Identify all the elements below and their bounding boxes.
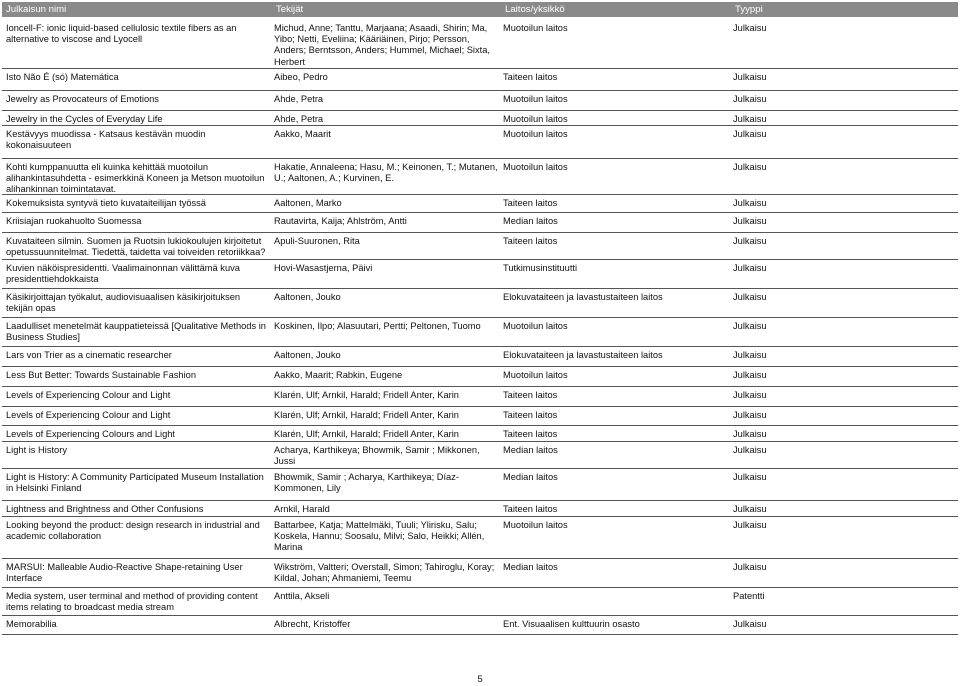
cell-type: Patentti	[733, 591, 765, 601]
cell-unit: Median laitos	[503, 562, 558, 572]
cell-unit: Median laitos	[503, 216, 558, 226]
cell-unit: Elokuvataiteen ja lavastustaiteen laitos	[503, 292, 663, 302]
cell-type: Julkaisu	[733, 198, 767, 208]
table-row	[2, 69, 958, 91]
cell-type: Julkaisu	[733, 445, 767, 455]
cell-title: Memorabilia	[6, 619, 57, 629]
cell-authors: Aaltonen, Marko	[274, 198, 342, 208]
table-row	[2, 289, 958, 318]
table-row	[2, 469, 958, 501]
table-row	[2, 213, 958, 233]
cell-authors: Koskinen, Ilpo; Alasuutari, Pertti; Peltonen, Tuomo	[274, 321, 481, 331]
cell-title: Light is History: A Community Participated Museum Installation in Helsinki Finland	[6, 472, 264, 494]
cell-unit: Muotoilun laitos	[503, 23, 568, 33]
cell-type: Julkaisu	[733, 619, 767, 629]
cell-unit: Taiteen laitos	[503, 390, 558, 400]
table-header	[2, 2, 958, 17]
cell-title: Jewelry in the Cycles of Everyday Life	[6, 114, 163, 124]
table-row	[2, 91, 958, 111]
cell-authors: Aaltonen, Jouko	[274, 292, 341, 302]
table-row	[2, 318, 958, 347]
cell-authors: Aaltonen, Jouko	[274, 350, 341, 360]
cell-type: Julkaisu	[733, 162, 767, 172]
table-row	[2, 559, 958, 588]
cell-unit: Tutkimusinstituutti	[503, 263, 578, 273]
cell-authors: Hovi-Wasastjerna, Päivi	[274, 263, 373, 273]
cell-title: Less But Better: Towards Sustainable Fashion	[6, 370, 197, 380]
column-header-title: Julkaisun nimi	[6, 4, 67, 15]
cell-title: Light is History	[6, 445, 67, 455]
cell-authors: Aakko, Maarit	[274, 129, 331, 139]
cell-type: Julkaisu	[733, 129, 767, 139]
cell-type: Julkaisu	[733, 410, 767, 420]
cell-unit: Taiteen laitos	[503, 504, 558, 514]
cell-unit: Taiteen laitos	[503, 429, 558, 439]
cell-title: Jewelry as Provocateurs of Emotions	[6, 94, 159, 104]
cell-unit: Muotoilun laitos	[503, 129, 568, 139]
cell-authors: Anttila, Akseli	[274, 591, 330, 601]
cell-type: Julkaisu	[733, 504, 767, 514]
table-row	[2, 588, 958, 616]
cell-type: Julkaisu	[733, 216, 767, 226]
cell-title: Laadulliset menetelmät kauppatieteissä [Qualitative Methods in Business Studies]	[6, 321, 266, 343]
cell-title: Ioncell-F: ionic liquid-based cellulosic textile fibers as an alternative to viscose and Lyocell	[6, 23, 237, 45]
cell-unit: Muotoilun laitos	[503, 321, 568, 331]
cell-type: Julkaisu	[733, 520, 767, 530]
cell-authors: Michud, Anne; Tanttu, Marjaana; Asaadi, Shirin; Ma, Yibo; Netti, Eveliina; Kääriäinen, Pirjo; Persson, Anders; Berntsson, Anders; Hummel, Michael; Sixta, Herbert	[274, 23, 490, 67]
table-row	[2, 442, 958, 469]
table-row	[2, 387, 958, 407]
cell-unit: Taiteen laitos	[503, 236, 558, 246]
cell-title: MARSUI: Malleable Audio-Reactive Shape-retaining User Interface	[6, 562, 243, 584]
cell-authors: Apuli-Suuronen, Rita	[274, 236, 360, 246]
table-row	[2, 517, 958, 559]
column-header-unit: Laitos/yksikkö	[505, 4, 565, 15]
cell-authors: Klarén, Ulf; Arnkil, Harald; Fridell Anter, Karin	[274, 429, 459, 439]
cell-type: Julkaisu	[733, 390, 767, 400]
cell-authors: Arnkil, Harald	[274, 504, 330, 514]
table-row	[2, 426, 958, 442]
cell-authors: Battarbee, Katja; Mattelmäki, Tuuli; Ylirisku, Salu; Koskela, Hannu; Soosalu, Milvi; Salo, Heikki; Allén, Marina	[274, 520, 485, 553]
cell-type: Julkaisu	[733, 292, 767, 302]
cell-unit: Taiteen laitos	[503, 410, 558, 420]
cell-title: Levels of Experiencing Colour and Light	[6, 410, 171, 420]
cell-type: Julkaisu	[733, 370, 767, 380]
table-row	[2, 111, 958, 126]
cell-authors: Rautavirta, Kaija; Ahlström, Antti	[274, 216, 407, 226]
cell-type: Julkaisu	[733, 562, 767, 572]
table-row	[2, 501, 958, 517]
cell-unit: Median laitos	[503, 445, 558, 455]
cell-unit: Muotoilun laitos	[503, 114, 568, 124]
cell-title: Levels of Experiencing Colour and Light	[6, 390, 171, 400]
cell-unit: Muotoilun laitos	[503, 370, 568, 380]
cell-title: Kestävyys muodissa - Katsaus kestävän muodin kokonaisuuteen	[6, 129, 206, 151]
cell-title: Looking beyond the product: design research in industrial and academic collaboration	[6, 520, 260, 542]
cell-authors: Klarén, Ulf; Arnkil, Harald; Fridell Anter, Karin	[274, 410, 459, 420]
table-row	[2, 159, 958, 195]
cell-authors: Ahde, Petra	[274, 114, 324, 124]
cell-type: Julkaisu	[733, 472, 767, 482]
cell-type: Julkaisu	[733, 72, 767, 82]
cell-type: Julkaisu	[733, 321, 767, 331]
table-row	[2, 407, 958, 426]
cell-authors: Klarén, Ulf; Arnkil, Harald; Fridell Anter, Karin	[274, 390, 459, 400]
cell-title: Media system, user terminal and method of providing content items relating to broadcast media stream	[6, 591, 258, 613]
cell-type: Julkaisu	[733, 350, 767, 360]
cell-title: Kohti kumppanuutta eli kuinka kehittää muotoilun alihankintasuhdetta - esimerkkinä Koneen ja Metson muotoilun alihankinnan toimintatavat.	[6, 162, 265, 195]
cell-title: Lightness and Brightness and Other Confusions	[6, 504, 204, 514]
cell-title: Isto Não É (só) Matemática	[6, 72, 119, 82]
table-row	[2, 367, 958, 387]
cell-type: Julkaisu	[733, 263, 767, 273]
cell-title: Kuvataiteen silmin. Suomen ja Ruotsin lukiokoulujen kirjoitetut opetussuunnitelmat. Tiedettä, taidetta vai toiveiden retoriikkaa?	[6, 236, 266, 258]
cell-type: Julkaisu	[733, 94, 767, 104]
column-header-type: Tyyppi	[735, 4, 763, 15]
cell-type: Julkaisu	[733, 429, 767, 439]
cell-authors: Ahde, Petra	[274, 94, 324, 104]
cell-title: Levels of Experiencing Colours and Light	[6, 429, 175, 439]
table-row	[2, 260, 958, 289]
cell-title: Kuvien näköispresidentti. Vaalimainonnan välittämä kuva presidenttiehdokkaista	[6, 263, 240, 285]
cell-title: Käsikirjoittajan työkalut, audiovisuaalisen käsikirjoituksen tekijän opas	[6, 292, 241, 314]
cell-unit: Muotoilun laitos	[503, 94, 568, 104]
cell-authors: Albrecht, Kristoffer	[274, 619, 351, 629]
cell-unit: Elokuvataiteen ja lavastustaiteen laitos	[503, 350, 663, 360]
table-row	[2, 126, 958, 159]
table-row	[2, 347, 958, 367]
table-row	[2, 233, 958, 260]
page-number: 5	[477, 674, 483, 685]
cell-unit: Taiteen laitos	[503, 72, 558, 82]
cell-authors: Aibeo, Pedro	[274, 72, 328, 82]
cell-authors: Wikström, Valtteri; Overstall, Simon; Tahiroglu, Koray; Kildal, Johan; Ahmaniemi, Teemu	[274, 562, 495, 584]
cell-type: Julkaisu	[733, 236, 767, 246]
cell-unit: Median laitos	[503, 472, 558, 482]
cell-unit: Muotoilun laitos	[503, 520, 568, 530]
cell-title: Kokemuksista syntyvä tieto kuvataiteilijan työssä	[6, 198, 206, 208]
cell-title: Lars von Trier as a cinematic researcher	[6, 350, 172, 360]
column-header-authors: Tekijät	[276, 4, 304, 15]
cell-authors: Aakko, Maarit; Rabkin, Eugene	[274, 370, 403, 380]
table-row	[2, 20, 958, 69]
cell-authors: Bhowmik, Samir ; Acharya, Karthikeya; Díaz-Kommonen, Lily	[274, 472, 459, 494]
cell-authors: Acharya, Karthikeya; Bhowmik, Samir ; Mikkonen, Jussi	[274, 445, 480, 467]
cell-unit: Muotoilun laitos	[503, 162, 568, 172]
cell-unit: Taiteen laitos	[503, 198, 558, 208]
cell-unit: Ent. Visuaalisen kulttuurin osasto	[503, 619, 640, 629]
table-row	[2, 195, 958, 213]
cell-title: Kriisiajan ruokahuolto Suomessa	[6, 216, 142, 226]
table-row	[2, 616, 958, 635]
cell-type: Julkaisu	[733, 23, 767, 33]
cell-authors: Hakatie, Annaleena; Hasu, M.; Keinonen, T.; Mutanen, U.; Aaltonen, A.; Kurvinen, E.	[274, 162, 498, 184]
cell-type: Julkaisu	[733, 114, 767, 124]
